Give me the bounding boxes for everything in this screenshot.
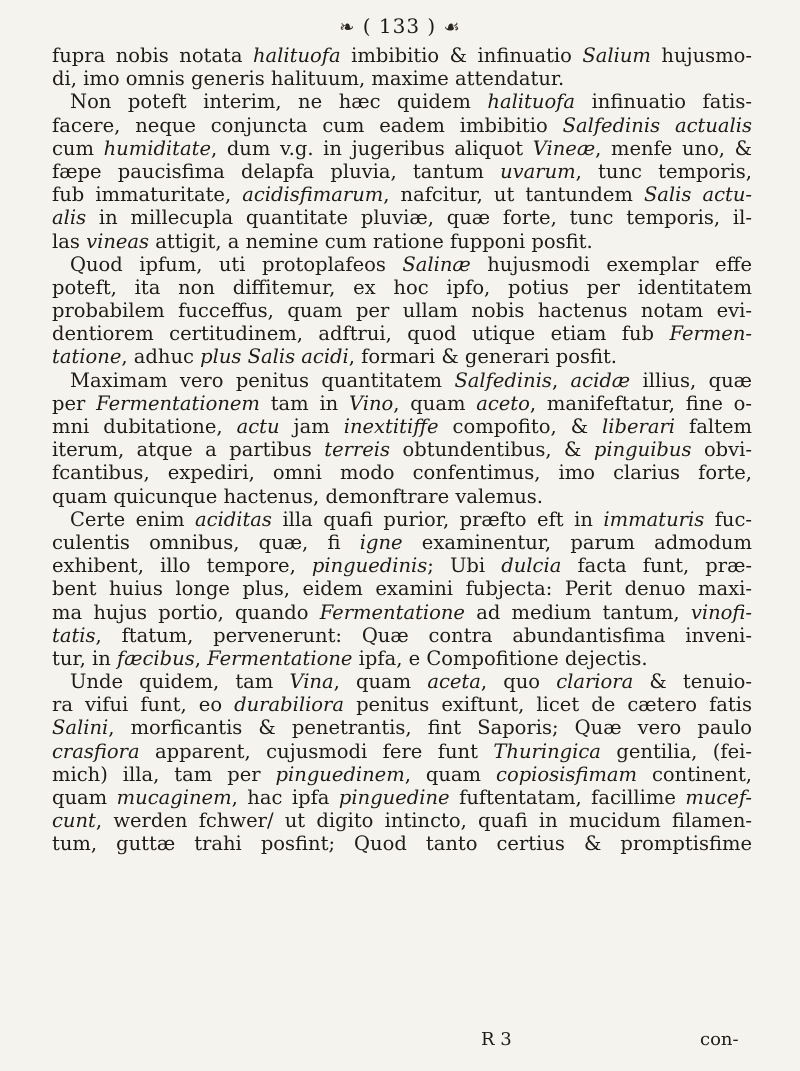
text-line (52, 670, 752, 693)
italic-word: halituofa (253, 44, 341, 67)
text-run: iterum, atque a partibus (52, 438, 325, 462)
italic-word: pinguibus (593, 438, 692, 462)
text-run: tum, guttæ trahi posfint; Quod tanto certius & promptisfime (52, 832, 752, 856)
text-line (52, 577, 752, 600)
text-line (52, 67, 752, 90)
italic-word: plus Salis acidi (200, 345, 349, 369)
text-line (52, 392, 752, 415)
italic-word: pinguedinis (311, 554, 428, 578)
italic-word: humiditate (103, 136, 211, 160)
italic-word: Vino (349, 391, 394, 415)
italic-word: Fermentationem (96, 391, 260, 415)
text-run: , quam (333, 670, 428, 694)
italic-word: actu (236, 415, 280, 438)
italic-word: crasfiora (52, 739, 140, 763)
italic-word: Salinæ (402, 252, 471, 276)
text-run: compofito, & (438, 415, 603, 438)
page-number: ( 133 ) (362, 14, 437, 38)
fleuron-right-icon: ☙ (443, 17, 461, 38)
text-run: fæpe paucisfima delapfa pluvia, tantum (52, 159, 501, 183)
text-run: infinuatio fatis- (575, 90, 752, 114)
italic-word: uvarum (500, 159, 576, 183)
text-line (52, 206, 752, 229)
text-line (52, 740, 752, 763)
italic-word: mucef- (685, 786, 752, 809)
text-run: ipfa, e Compofitione dejectis. (352, 646, 648, 670)
italic-word: clariora (556, 670, 634, 694)
text-run: penitus exiftunt, licet de cætero fatis (344, 693, 752, 717)
italic-word: Vina (289, 670, 334, 694)
text-run: tur, in (52, 646, 117, 670)
text-line (52, 44, 752, 67)
text-run: , (551, 368, 571, 392)
italic-word: tatione (52, 345, 122, 369)
text-run: examinentur, parum admodum (402, 530, 752, 554)
text-run: mich) illa, tam per (52, 762, 276, 786)
text-run: , menfe uno, & (595, 136, 752, 160)
text-line (52, 322, 752, 345)
text-run: di, imo omnis generis halituum, maxime attendatur. (52, 67, 565, 91)
text-run: , quam (393, 391, 477, 415)
text-run: bent huius longe plus, eidem examini fubjecta: Perit denuo maxi- (52, 577, 752, 601)
text-run: ad medium tantum, (464, 600, 691, 624)
italic-word: Salis actu- (643, 183, 752, 207)
text-run: , quam (404, 762, 497, 786)
text-run: , nafcitur, ut tantundem (383, 183, 644, 207)
text-line (52, 415, 752, 438)
text-line (52, 763, 752, 786)
text-run: cum (52, 136, 104, 160)
text-run: Unde quidem, tam (70, 670, 290, 694)
text-line (52, 90, 752, 113)
italic-word: acidæ (570, 368, 631, 392)
italic-word: mucaginem (116, 786, 232, 809)
italic-word: copiosisfimam (496, 762, 638, 786)
text-run: in millecupla quantitate pluviæ, quæ forte, tunc temporis, il- (86, 206, 752, 230)
text-run: , adhuc (121, 345, 201, 369)
italic-word: liberari (602, 415, 676, 438)
italic-word: aceto (476, 391, 530, 415)
text-run: poteft, ita non diffitemur, ex hoc ipfo, potius per identitatem (52, 275, 752, 299)
italic-word: Salini (52, 716, 109, 740)
text-line (52, 183, 752, 206)
text-run: , quo (480, 670, 557, 694)
text-run: , werden fchwer/ ut digito intincto, quafi in mucidum filamen- (95, 809, 752, 833)
text-run: illius, quæ (630, 368, 752, 392)
text-run: facere, neque conjuncta cum eadem imbibitio (52, 113, 563, 137)
italic-word: cunt (52, 809, 96, 833)
text-run: & tenuio- (633, 670, 752, 694)
text-line (52, 276, 752, 299)
text-line (52, 716, 752, 739)
italic-word: pinguedine (338, 786, 450, 809)
text-run: quam quicunque hactenus, demonftrare valemus. (52, 484, 544, 508)
italic-word: Vineæ (532, 136, 596, 160)
text-run: Maximam vero penitus quantitatem (70, 368, 455, 392)
text-line (52, 809, 752, 832)
text-run: fcantibus, expediri, omni modo confentimus, imo clarius forte, (52, 461, 752, 485)
italic-word: fæcibus (116, 646, 195, 670)
italic-word: alis (52, 206, 87, 230)
italic-word: aciditas (194, 507, 272, 531)
text-line (52, 508, 752, 531)
italic-word: Fermentatione (207, 646, 353, 670)
text-run: fuc- (704, 507, 752, 531)
italic-word: dulcia (501, 554, 562, 578)
text-run: faltem (675, 415, 752, 438)
text-run: Non poteft interim, ne hæc quidem (70, 90, 488, 114)
text-line (52, 601, 752, 624)
text-run: , hac ipfa (231, 786, 339, 809)
italic-word: Fermen- (669, 322, 752, 346)
text-run: dentiorem certitudinem, adftrui, quod utique etiam fub (52, 322, 670, 346)
text-line (52, 137, 752, 160)
text-run: imbibitio & infinuatio (340, 44, 583, 67)
text-run: ; Ubi (427, 554, 502, 578)
text-line (52, 253, 752, 276)
text-run: jam (279, 415, 344, 438)
text-run: facta funt, præ- (561, 554, 752, 578)
text-run: illa quafi purior, præfto eft in (271, 507, 604, 531)
text-run: apparent, cujusmodi fere funt (139, 739, 494, 763)
text-run: Certe enim (70, 507, 195, 531)
text-line (52, 786, 752, 809)
text-run: fupra nobis notata (52, 44, 253, 67)
text-line (52, 230, 752, 253)
text-run: ma hujus portio, quando (52, 600, 320, 624)
text-run: Quod ipfum, uti protoplafeos (70, 252, 403, 276)
text-run: , morficantis & penetrantis, fint Saporis; Quæ vero paulo (108, 716, 752, 740)
italic-word: acidisfimarum (242, 183, 384, 207)
text-line (52, 647, 752, 670)
italic-word: Salfedinis (454, 368, 552, 392)
text-run: , (194, 646, 208, 670)
text-run: tam in (259, 391, 350, 415)
text-run: , ftatum, pervenerunt: Quæ contra abundantisfima inveni- (95, 623, 752, 647)
text-run: exhibent, illo tempore, (52, 554, 312, 578)
text-run: attigit, a nemine cum ratione fupponi posfit. (149, 229, 593, 253)
text-line (52, 531, 752, 554)
italic-word: aceta (427, 670, 481, 694)
italic-word: immaturis (603, 507, 705, 531)
text-line (52, 461, 752, 484)
text-run: fuftentatam, facillime (449, 786, 686, 809)
italic-word: Thuringica (493, 739, 601, 763)
signature-mark: R 3 (481, 1029, 512, 1050)
text-run: hujusmo- (650, 44, 752, 67)
fleuron-left-icon: ❧ (339, 17, 356, 38)
text-run: culentis omnibus, quæ, fi (52, 530, 360, 554)
text-run: , dum v.g. in jugeribus aliquot (211, 136, 533, 160)
text-run: fub immaturitate, (52, 183, 243, 207)
text-line (52, 832, 752, 855)
text-line (52, 554, 752, 577)
text-run: obvi- (691, 438, 752, 462)
italic-word: pinguedinem (275, 762, 405, 786)
text-line (52, 114, 752, 137)
text-line (52, 369, 752, 392)
text-line (52, 299, 752, 322)
text-line (52, 693, 752, 716)
italic-word: durabiliora (234, 693, 344, 717)
catchword: con- (700, 1029, 739, 1050)
italic-word: inextitiffe (343, 415, 439, 438)
page-footer (0, 1029, 800, 1053)
text-line (52, 624, 752, 647)
text-line (52, 438, 752, 461)
italic-word: Salium (582, 44, 651, 67)
text-run: las (52, 229, 87, 253)
text-run: quam (52, 786, 117, 809)
text-run: , manifeftatur, fine o- (529, 391, 752, 415)
text-run: mni dubitatione, (52, 415, 237, 438)
italic-word: Salfedinis actualis (562, 113, 752, 137)
italic-word: halituofa (487, 90, 576, 114)
italic-word: terreis (324, 438, 391, 462)
text-run: obtundentibus, & (390, 438, 594, 462)
italic-word: vineas (86, 229, 150, 253)
text-run: hujusmodi exemplar effe (470, 252, 752, 276)
italic-word: igne (359, 530, 403, 554)
text-line (52, 485, 752, 508)
body-text (52, 44, 752, 856)
text-run: , tunc temporis, (575, 159, 752, 183)
text-line (52, 345, 752, 368)
italic-word: vinofi- (690, 600, 752, 624)
text-run: probabilem fucceffus, quam per ullam nobis hactenus notam evi- (52, 299, 752, 323)
text-run: per (52, 391, 97, 415)
italic-word: Fermentatione (319, 600, 465, 624)
text-run: gentilia, (fei- (600, 739, 752, 763)
italic-word: tatis (52, 623, 96, 647)
text-run: , formari & generari posfit. (348, 345, 617, 369)
text-line (52, 160, 752, 183)
page-header (0, 14, 800, 38)
text-run: continent, (637, 762, 752, 786)
text-run: ra vifui funt, eo (52, 693, 235, 717)
